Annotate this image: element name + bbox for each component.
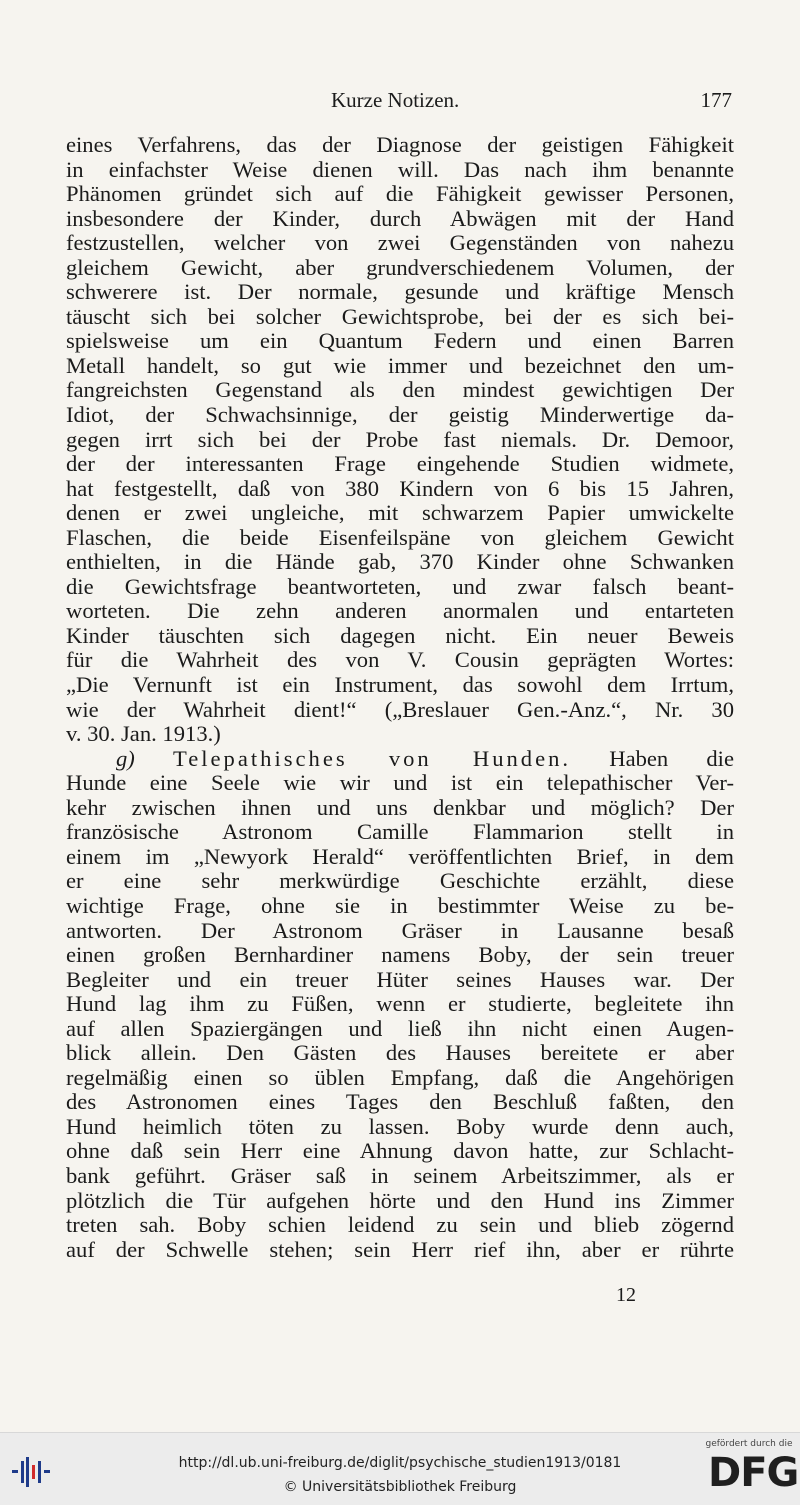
section-heading-line: [66, 747, 734, 772]
text-line: v. 30. Jan. 1913.): [66, 722, 221, 747]
text-line: regelmäßig einen so üblen Empfang, daß die Angehörigen: [66, 1065, 734, 1090]
running-head: [66, 88, 734, 118]
text-line: blick allein. Den Gästen des Hauses bereitete er aber: [66, 1041, 734, 1066]
text-line: Hunde eine Seele wie wir und ist ein telepathischer Ver-: [66, 771, 734, 796]
text-line: Idiot, der Schwachsinnige, der geistig Minderwertige da-: [66, 403, 734, 428]
text-line: ohne daß sein Herr eine Ahnung davon hatte, zur Schlacht-: [66, 1139, 734, 1164]
text-line: spielsweise um ein Quantum Federn und einen Barren: [66, 329, 734, 354]
signature-mark: 12: [616, 1284, 636, 1306]
text-line: antworten. Der Astronom Gräser in Lausanne besaß: [66, 918, 734, 943]
text-line: worteten. Die zehn anderen anormalen und entarteten: [66, 599, 734, 624]
page-number: 177: [700, 88, 732, 112]
text-line: des Astronomen eines Tages den Beschluß faßten, den: [66, 1090, 734, 1115]
text-line: er eine sehr merkwürdige Geschichte erzählt, diese: [66, 869, 734, 894]
text-line: kehr zwischen ihnen und uns denkbar und möglich? Der: [66, 795, 734, 820]
running-title: Kurze Notizen.: [331, 88, 460, 112]
text-line: wichtige Frage, ohne sie in bestimmter Weise zu be-: [66, 893, 734, 918]
dfg-logo: [704, 1439, 799, 1501]
text-line: Hund heimlich töten zu lassen. Boby wurde denn auch,: [66, 1114, 734, 1139]
text-line: gegen irrt sich bei der Probe fast niemals. Dr. Demoor,: [66, 427, 734, 452]
text-line: Metall handelt, so gut wie immer und bezeichnet den um-: [66, 353, 734, 378]
text-line: treten sah. Boby schien leidend zu sein und blieb zögernd: [66, 1213, 734, 1238]
text-line: Hund lag ihm zu Füßen, wenn er studierte, begleitete ihn: [66, 992, 734, 1017]
text-line: fangreichsten Gegenstand als den mindest gewichtigen Der: [66, 378, 734, 403]
dfg-tagline: gefördert durch die: [705, 1439, 793, 1449]
viewer-footer: [0, 1432, 800, 1505]
text-line: denen er zwei ungleiche, mit schwarzem Papier umwickelte: [66, 501, 734, 526]
text-line: einen großen Bernhardiner namens Boby, der sein treuer: [66, 943, 734, 968]
section-label: g): [116, 746, 135, 771]
text-line: wie der Wahrheit dient!“ („Breslauer Gen.-Anz.“, Nr. 30: [66, 697, 734, 722]
text-line: für die Wahrheit des von V. Cousin geprägten Wortes:: [66, 648, 734, 673]
text-line: plötzlich die Tür aufgehen hörte und den Hund ins Zimmer: [66, 1188, 734, 1213]
text-line: gleichem Gewicht, aber grundverschiedenem Volumen, der: [66, 255, 734, 280]
text-line: schwerere ist. Der normale, gesunde und kräftige Mensch: [66, 280, 734, 305]
text-line: Flaschen, die beide Eisenfeilspäne von gleichem Gewicht: [66, 525, 734, 550]
text-line: in einfachster Weise dienen will. Das nach ihm benannte: [66, 157, 734, 182]
text-line: täuscht sich bei solcher Gewichtsprobe, bei der es sich bei-: [66, 304, 734, 329]
copyright-notice: © Universitätsbibliothek Freiburg: [283, 1479, 517, 1495]
text-line: bank geführt. Gräser saß in seinem Arbeitszimmer, als er: [66, 1163, 734, 1188]
text-line: Begleiter und ein treuer Hüter seines Hauses war. Der: [66, 967, 734, 992]
text-line: festzustellen, welcher von zwei Gegenständen von nahezu: [66, 231, 734, 256]
text-line: einem im „Newyork Herald“ veröffentlichten Brief, in dem: [66, 844, 734, 869]
source-url[interactable]: http://dl.ub.uni-freiburg.de/diglit/psychische_studien1913/0181: [178, 1455, 622, 1471]
text-line: insbesondere der Kinder, durch Abwägen mit der Hand: [66, 206, 734, 231]
body-text: [66, 133, 734, 1262]
text-line: auf allen Spaziergängen und ließ ihn nicht einen Augen-: [66, 1016, 734, 1041]
library-logo-icon: [12, 1451, 52, 1491]
text-line: enthielten, in die Hände gab, 370 Kinder ohne Schwanken: [66, 550, 734, 575]
text-line: Phänomen gründet sich auf die Fähigkeit gewisser Personen,: [66, 182, 734, 207]
dfg-wordmark: DFG: [708, 1450, 799, 1496]
section-first-line-rest: Haben die: [609, 746, 734, 771]
text-line: die Gewichtsfrage beantworteten, und zwar falsch beant-: [66, 574, 734, 599]
text-line: „Die Vernunft ist ein Instrument, das sowohl dem Irrtum,: [66, 673, 734, 698]
text-line: eines Verfahrens, das der Diagnose der geistigen Fähigkeit: [66, 133, 734, 157]
text-line: der der interessanten Frage eingehende Studien widmete,: [66, 452, 734, 477]
text-line: hat festgestellt, daß von 380 Kindern von 6 bis 15 Jahren,: [66, 476, 734, 501]
text-line: auf der Schwelle stehen; sein Herr rief ihn, aber er rührte: [66, 1237, 734, 1262]
text-line: Kinder täuschten sich dagegen nicht. Ein neuer Beweis: [66, 623, 734, 648]
section-title: Telepathisches von Hunden.: [173, 746, 572, 771]
text-line: französische Astronom Camille Flammarion stellt in: [66, 820, 734, 845]
